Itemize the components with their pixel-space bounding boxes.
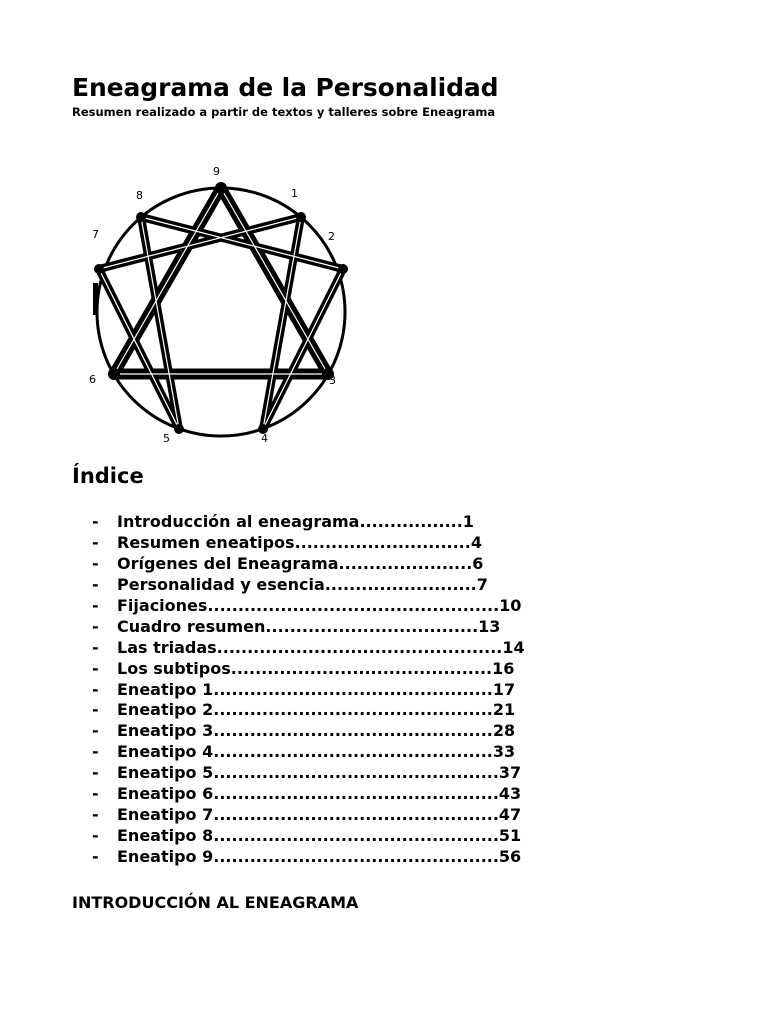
toc-bullet: - bbox=[92, 616, 99, 636]
toc-item-text: Cuadro resumen...................................13 bbox=[117, 616, 501, 636]
toc-item bbox=[92, 511, 525, 532]
enneagram-label-4: 4 bbox=[261, 432, 268, 445]
toc-bullet: - bbox=[92, 574, 99, 594]
hexad-1-4-2-8-5-7 bbox=[99, 217, 343, 429]
toc-bullet: - bbox=[92, 784, 99, 804]
enneagram-label-3: 3 bbox=[329, 374, 336, 387]
toc-item bbox=[92, 574, 525, 595]
toc-item-text: Eneatipo 2..............................................21 bbox=[117, 700, 516, 720]
section-heading: INTRODUCCIÓN AL ENEAGRAMA bbox=[72, 893, 359, 912]
toc-item-text: Eneatipo 9...............................................56 bbox=[117, 847, 522, 866]
toc-item-text: Las triadas...............................................14 bbox=[117, 637, 525, 657]
enneagram-circle bbox=[97, 188, 345, 436]
toc-item bbox=[92, 720, 525, 741]
toc-item-text: Eneatipo 3..............................................28 bbox=[117, 721, 516, 741]
document-title: Eneagrama de la Personalidad bbox=[72, 73, 499, 102]
toc-item-text: Eneatipo 6...............................................43 bbox=[117, 784, 522, 804]
toc-bullet: - bbox=[92, 742, 99, 762]
enneagram-label-9: 9 bbox=[213, 165, 220, 178]
toc-item bbox=[92, 783, 525, 804]
toc-item bbox=[92, 804, 525, 825]
enneagram-label-8: 8 bbox=[136, 189, 143, 202]
toc-bullet: - bbox=[92, 721, 99, 741]
toc-bullet: - bbox=[92, 847, 99, 866]
toc-item bbox=[92, 658, 525, 679]
toc-bullet: - bbox=[92, 763, 99, 783]
toc-item bbox=[92, 553, 525, 574]
toc-item bbox=[92, 741, 525, 762]
toc-item bbox=[92, 825, 525, 846]
document-subtitle: Resumen realizado a partir de textos y talleres sobre Eneagrama bbox=[72, 105, 496, 119]
toc-item bbox=[92, 762, 525, 783]
enneagram-label-7: 7 bbox=[92, 228, 99, 241]
enneagram-label-2: 2 bbox=[328, 230, 335, 243]
enneagram-label-6: 6 bbox=[89, 373, 96, 386]
toc-item-text: Introducción al eneagrama.................1 bbox=[117, 512, 474, 531]
toc-bullet: - bbox=[92, 826, 99, 846]
toc-item-text: Eneatipo 8...............................................51 bbox=[117, 826, 522, 846]
toc-item-text: Eneatipo 5...............................................37 bbox=[117, 763, 522, 783]
toc-item-text: Los subtipos...........................................16 bbox=[117, 658, 515, 678]
toc-item-text: Eneatipo 7...............................................47 bbox=[117, 805, 522, 825]
enneagram-diagram bbox=[78, 160, 368, 450]
toc-item-text: Eneatipo 4..............................................33 bbox=[117, 742, 516, 762]
toc-bullet: - bbox=[92, 595, 99, 615]
toc-item bbox=[92, 595, 525, 616]
toc-bullet: - bbox=[92, 553, 99, 573]
toc-item-text: Fijaciones................................................10 bbox=[117, 595, 522, 615]
table-of-contents bbox=[92, 511, 525, 867]
toc-item-text: Personalidad y esencia.........................7 bbox=[117, 574, 488, 594]
toc-bullet: - bbox=[92, 532, 99, 552]
toc-item bbox=[92, 846, 525, 867]
toc-item bbox=[92, 699, 525, 720]
toc-item bbox=[92, 679, 525, 700]
toc-item-text: Orígenes del Eneagrama......................6 bbox=[117, 553, 484, 573]
enneagram-label-1: 1 bbox=[291, 187, 298, 200]
toc-bullet: - bbox=[92, 679, 99, 699]
toc-bullet: - bbox=[92, 637, 99, 657]
toc-item-text: Eneatipo 1..............................................17 bbox=[117, 679, 516, 699]
toc-item bbox=[92, 616, 525, 637]
toc-item-text: Resumen eneatipos.............................4 bbox=[117, 532, 482, 552]
enneagram-label-5: 5 bbox=[163, 432, 170, 445]
toc-bullet: - bbox=[92, 805, 99, 825]
toc-item bbox=[92, 532, 525, 553]
enneagram-figure bbox=[93, 182, 348, 436]
index-title: Índice bbox=[72, 464, 144, 488]
toc-bullet: - bbox=[92, 700, 99, 720]
toc-item bbox=[92, 637, 525, 658]
toc-bullet: - bbox=[92, 512, 99, 531]
toc-bullet: - bbox=[92, 658, 99, 678]
